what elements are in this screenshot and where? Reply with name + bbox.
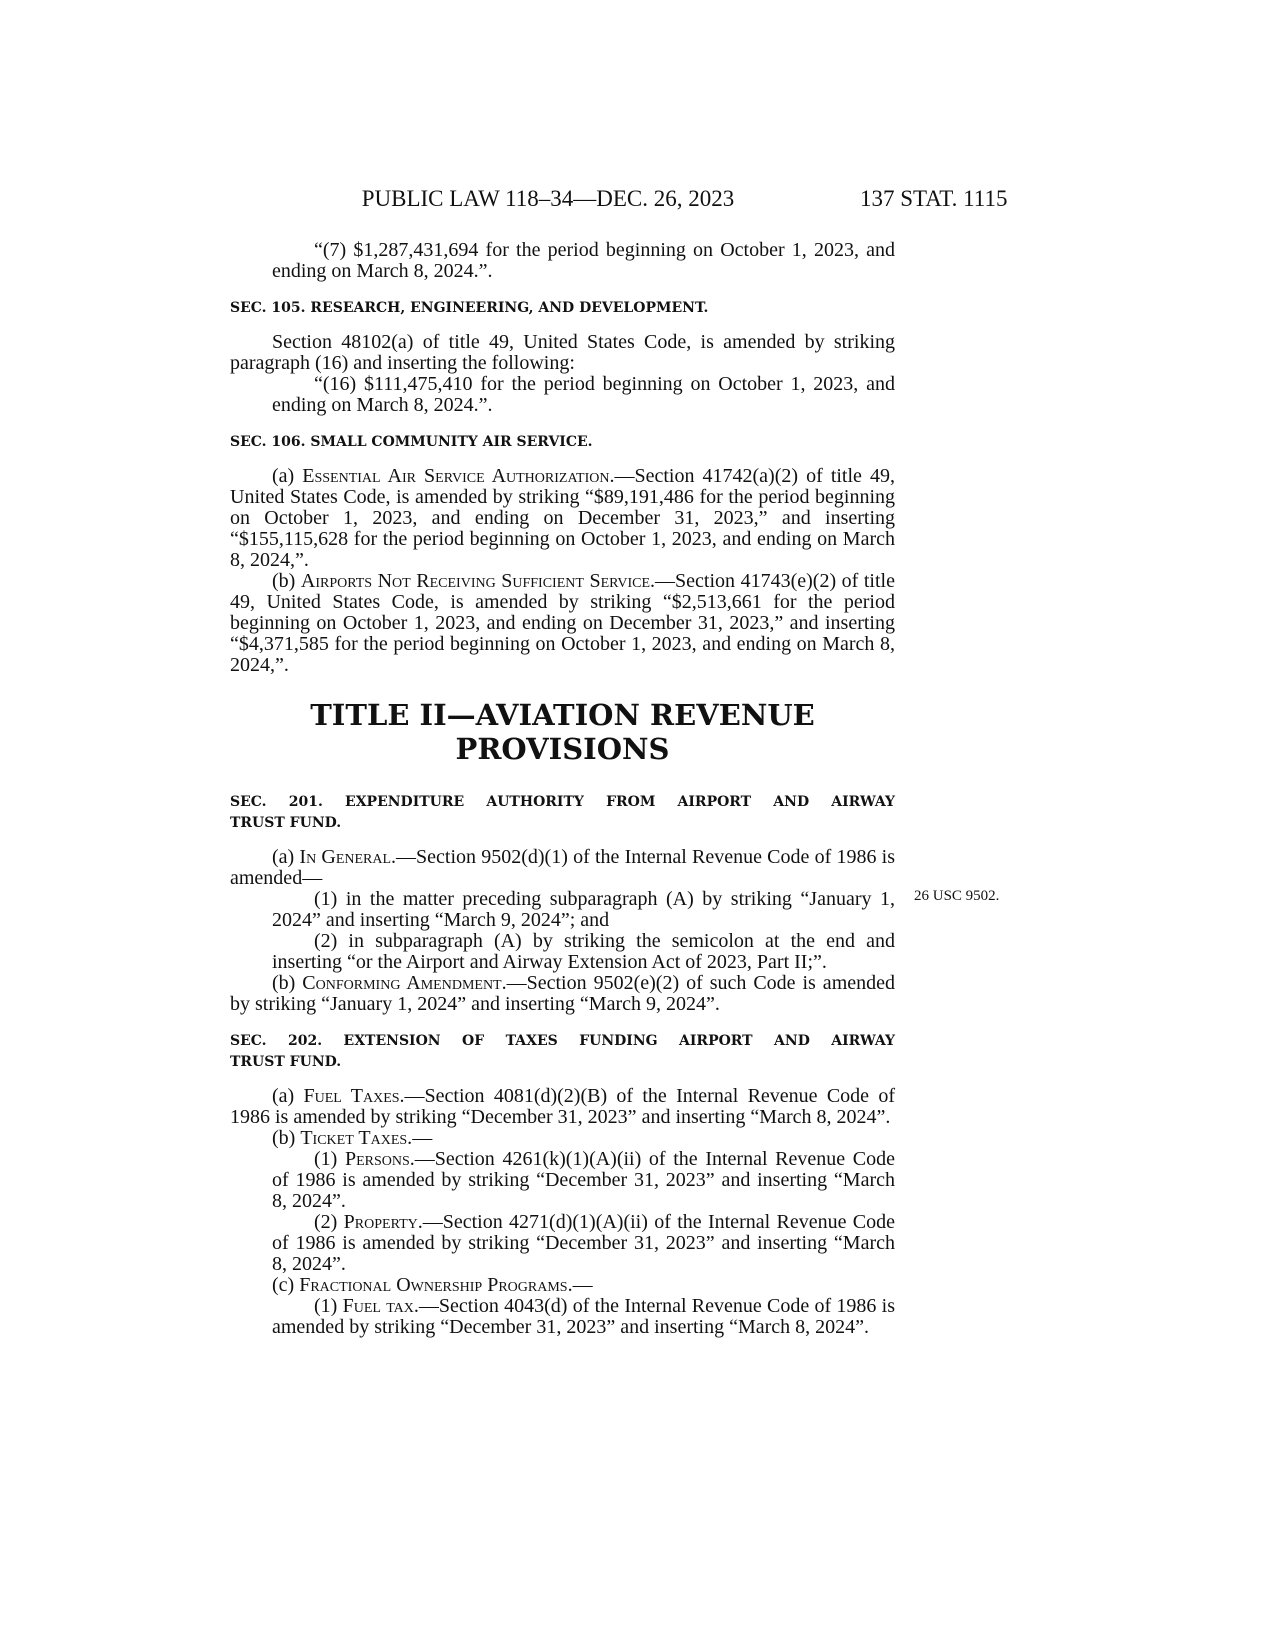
section-201-heading: SEC. 201. EXPENDITURE AUTHORITY FROM AIRPORT AND AIRWAY TRUST FUND. [230, 794, 895, 831]
header-stat-page: 137 STAT. 1115 [860, 186, 1008, 211]
section-106-heading: SEC. 106. SMALL COMMUNITY AIR SERVICE. [230, 434, 593, 450]
section-202-subsection-c: (c) Fractional Ownership Programs.— [272, 1274, 593, 1296]
section-202-b2-caption: Property. [343, 1211, 423, 1233]
section-105-quote: “(16) $111,475,410 for the period beginning on October 1, 2023, and ending on March 8, 2024.”. [272, 373, 895, 416]
section-202-b1-caption: Persons. [344, 1148, 415, 1170]
section-202-heading: SEC. 202. EXTENSION OF TAXES FUNDING AIRPORT AND AIRWAY TRUST FUND. [230, 1033, 895, 1070]
section-202-b-paragraph-1: (1) Persons.—Section 4261(k)(1)(A)(ii) of the Internal Revenue Code of 1986 is amended by striking “December 31, 2023” and inserting “March 8, 2024”. [272, 1148, 896, 1212]
header-title: PUBLIC LAW 118–34—DEC. 26, 2023 [361, 186, 735, 211]
section-202-subsection-b: (b) Ticket Taxes.— [272, 1127, 433, 1149]
running-header [0, 186, 1275, 216]
section-106-subsection-a: (a) Essential Air Service Authorization.—Section 41742(a)(2) of title 49, United States Code, is amended by striking “$89,191,486 for the period beginning on October 1, 2023, and ending on December 31, 2023,” and inserting “$155,115,628 for the period beginning on October 1, 2023, and ending on March 8, 2024,”. [230, 465, 895, 571]
section-202-b-paragraph-2: (2) Property.—Section 4271(d)(1)(A)(ii) of the Internal Revenue Code of 1986 is amended by striking “December 31, 2023” and inserting “March 8, 2024”. [272, 1211, 895, 1275]
section-201-a-paragraph-1: (1) in the matter preceding subparagraph (A) by striking “January 1, 2024” and inserting “March 9, 2024”; and [272, 888, 895, 931]
section-201-subsection-a: (a) In General.—Section 9502(d)(1) of the Internal Revenue Code of 1986 is amended— [230, 846, 895, 889]
section-202-subsection-a: (a) Fuel Taxes.—Section 4081(d)(2)(B) of the Internal Revenue Code of 1986 is amended by striking “December 31, 2023” and inserting “March 8, 2024”. [230, 1085, 895, 1128]
section-106-b-caption: Airports Not Receiving Sufficient Service. [300, 570, 656, 592]
section-201-a-caption: In General. [299, 846, 397, 868]
section-202-c-paragraph-1: (1) Fuel tax.—Section 4043(d) of the Internal Revenue Code of 1986 is amended by striking “December 31, 2023” and inserting “March 8, 2024”. [272, 1295, 896, 1338]
section-202-c1-caption: Fuel tax. [342, 1295, 419, 1317]
document-body [230, 240, 895, 1338]
section-202-b-caption: Ticket Taxes. [300, 1127, 413, 1149]
margin-note-usc-citation: 26 USC 9502. [914, 888, 1000, 904]
section-105-text: Section 48102(a) of title 49, United States Code, is amended by striking paragraph (16) and inserting the following: [230, 331, 895, 374]
title-ii-line-1: TITLE II—AVIATION REVENUE [310, 698, 815, 732]
section-201-subsection-b: (b) Conforming Amendment.—Section 9502(e)(2) of such Code is amended by striking “January 1, 2024” and inserting “March 9, 2024”. [230, 972, 895, 1015]
title-ii-heading [230, 698, 895, 766]
section-105-heading: SEC. 105. RESEARCH, ENGINEERING, AND DEVELOPMENT. [230, 300, 709, 316]
title-ii-line-2: PROVISIONS [455, 732, 670, 766]
paragraph-7-quote: “(7) $1,287,431,694 for the period beginning on October 1, 2023, and ending on March 8, 2024.”. [272, 239, 895, 282]
section-201-a-paragraph-2: (2) in subparagraph (A) by striking the semicolon at the end and inserting “or the Airport and Airway Extension Act of 2023, Part II;”. [272, 930, 895, 973]
section-202-c-caption: Fractional Ownership Programs. [299, 1274, 573, 1296]
section-201-b-caption: Conforming Amendment. [302, 972, 507, 994]
section-106-subsection-b: (b) Airports Not Receiving Sufficient Service.—Section 41743(e)(2) of title 49, United States Code, is amended by striking “$2,513,661 for the period beginning on October 1, 2023, and ending on December 31, 2023,” and inserting “$4,371,585 for the period beginning on October 1, 2023, and ending on March 8, 2024,”. [230, 570, 895, 676]
section-106-a-caption: Essential Air Service Authorization. [302, 465, 615, 487]
section-202-a-caption: Fuel Taxes. [303, 1085, 405, 1107]
